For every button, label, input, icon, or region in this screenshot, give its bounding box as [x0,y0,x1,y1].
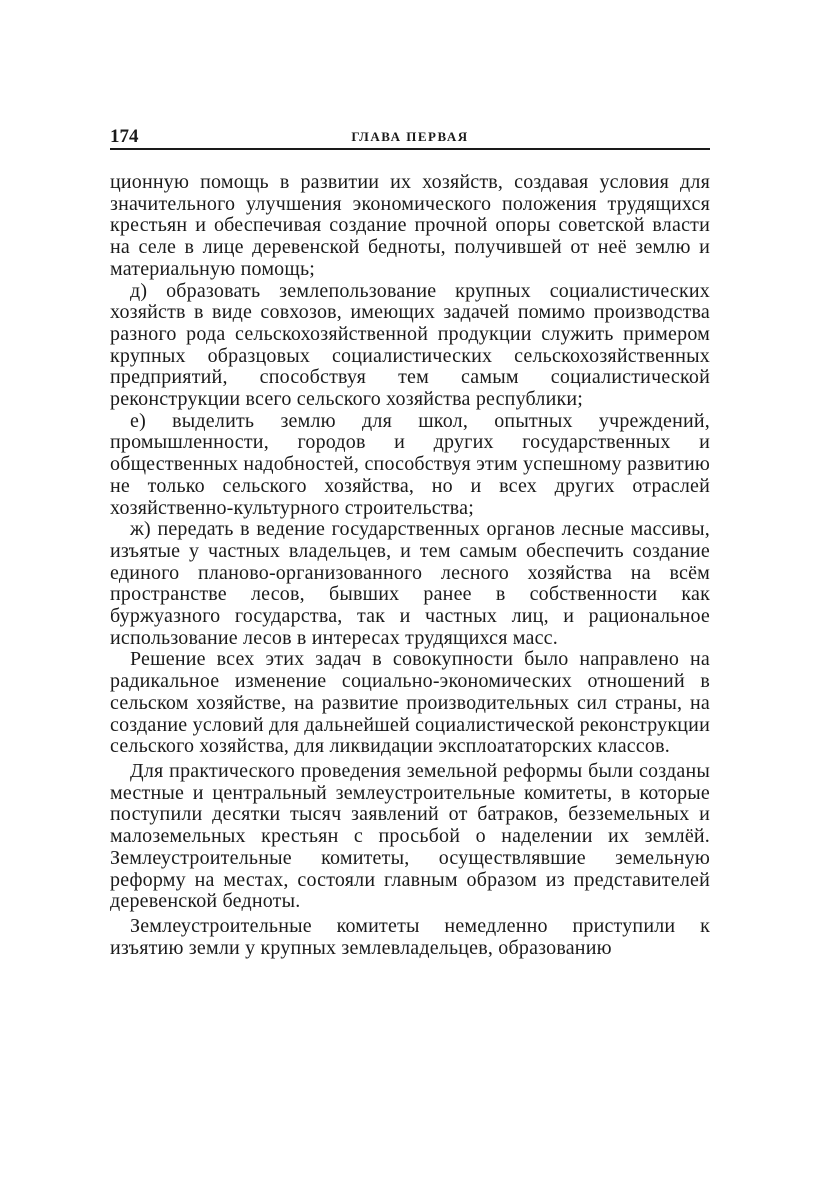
paragraph-committees: Для практического проведения земельной реформы были созданы местные и центральный землеустроительные комитеты, в которые поступили десятки тысяч заявлений от батраков, безземельных и малоземельных крестьян с просьбой о наделении их землёй. Землеустроительные комитеты, осуществлявшие земельную реформу на местах, состояли главным образом из представителей деревенской бедноты. [110,759,710,913]
page-number: 174 [110,126,139,147]
body-text [110,172,710,959]
paragraph-summary: Решение всех этих задач в совокупности было направлено на радикальное изменение социально-экономических отношений в сельском хозяйстве, на развитие производительных сил страны, на создание условий для дальнейшей социалистической реконструкции сельского хозяйства, для ликвидации эксплоататорских классов. [110,648,710,758]
paragraph-continued: ционную помощь в развитии их хозяйств, создавая условия для значительного улучшения экономического положения трудящихся крестьян и обеспечивая создание прочной опоры советской власти на селе в лице деревенской бедноты, получившей от неё землю и материальную помощь; [110,171,710,280]
book-page [110,124,710,959]
paragraph-item-d: д) образовать землепользование крупных социалистических хозяйств в виде совхозов, имеющих задачей помимо производства разного рода сельскохозяйственной продукции служить примером крупных образцовых социалистических сельскохозяйственных предприятий, способствуя тем самым социалистической реконструкции всего сельского хозяйства республики; [110,279,710,411]
running-header [110,124,710,150]
paragraph-item-zh: ж) передать в ведение государственных органов лесные массивы, изъятые у частных владельцев, и тем самым обеспечить создание единого планово-организованного лесного хозяйства на всём пространстве лесов, бывших ранее в собственности как буржуазного государства, так и частных лиц, и рациональное использование лесов в интересах трудящихся масс. [110,518,710,649]
paragraph-committees-action: Землеустроительные комитеты немедленно приступили к изъятию земли у крупных землевладельцев, образованию [110,914,710,959]
chapter-title: ГЛАВА ПЕРВАЯ [351,129,469,144]
paragraph-item-e: е) выделить землю для школ, опытных учреждений, промышленности, городов и других государственных и общественных надобностей, способствуя этим успешному развитию не только сельского хозяйства, но и всех других отраслей хозяйственно-культурного строительства; [110,409,710,519]
